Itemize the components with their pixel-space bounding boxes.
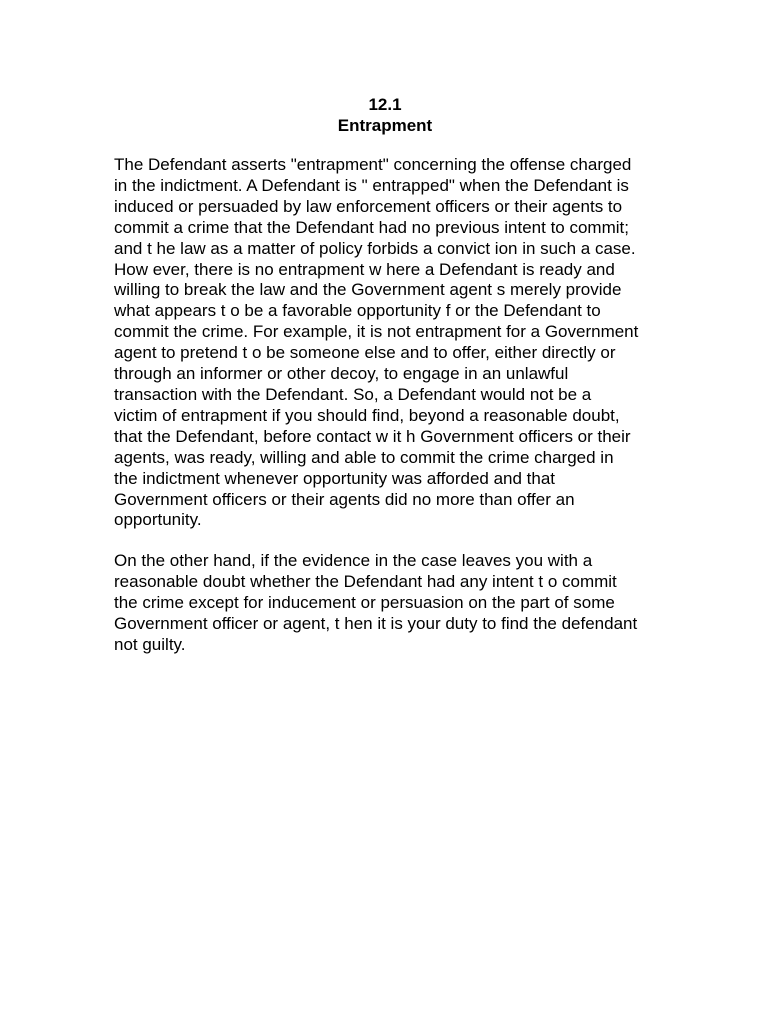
- paragraph-line: Government officer or agent, t hen it is your duty to find the defendant: [114, 613, 638, 633]
- section-number: 12.1: [368, 95, 402, 114]
- section-title: Entrapment: [337, 116, 433, 135]
- paragraph-line: The Defendant asserts "entrapment" concerning the offense charged: [114, 155, 632, 174]
- paragraph-line: and t he law as a matter of policy forbids a convict ion in such a case.: [114, 238, 636, 258]
- paragraph-line: reasonable doubt whether the Defendant had any intent t o commit: [114, 571, 617, 591]
- paragraph-line: the crime except for inducement or persuasion on the part of some: [114, 592, 615, 612]
- paragraph-reasonable-doubt: [114, 551, 674, 656]
- paragraph-line: agents, was ready, willing and able to commit the crime charged in: [114, 447, 614, 467]
- paragraph-line: through an informer or other decoy, to engage in an unlawful: [114, 364, 569, 384]
- paragraph-line: How ever, there is no entrapment w here a Defendant is ready and: [114, 259, 615, 279]
- paragraph-line: the indictment whenever opportunity was afforded and that: [114, 468, 556, 488]
- paragraph-line: victim of entrapment if you should find, beyond a reasonable doubt,: [114, 405, 620, 425]
- paragraph-entrapment-definition: [114, 155, 674, 531]
- paragraph-line: On the other hand, if the evidence in the case leaves you with a: [114, 551, 593, 570]
- paragraph-line: in the indictment. A Defendant is " entrapped" when the Defendant is: [114, 175, 629, 195]
- paragraph-line: Government officers or their agents did no more than offer an: [114, 489, 575, 509]
- paragraph-line: commit a crime that the Defendant had no previous intent to commit;: [114, 217, 629, 237]
- paragraph-line: agent to pretend t o be someone else and to offer, either directly or: [114, 343, 616, 363]
- paragraph-line: induced or persuaded by law enforcement officers or their agents to: [114, 196, 623, 216]
- paragraph-line: transaction with the Defendant. So, a Defendant would not be a: [114, 384, 592, 404]
- paragraph-line: what appears t o be a favorable opportunity f or the Defendant to: [114, 301, 601, 321]
- paragraph-line: not guilty.: [114, 634, 186, 654]
- paragraph-line: opportunity.: [114, 510, 202, 530]
- paragraph-line: that the Defendant, before contact w it h Government officers or their: [114, 426, 631, 446]
- paragraph-line: commit the crime. For example, it is not entrapment for a Government: [114, 322, 639, 342]
- paragraph-line: willing to break the law and the Government agent s merely provide: [114, 280, 622, 300]
